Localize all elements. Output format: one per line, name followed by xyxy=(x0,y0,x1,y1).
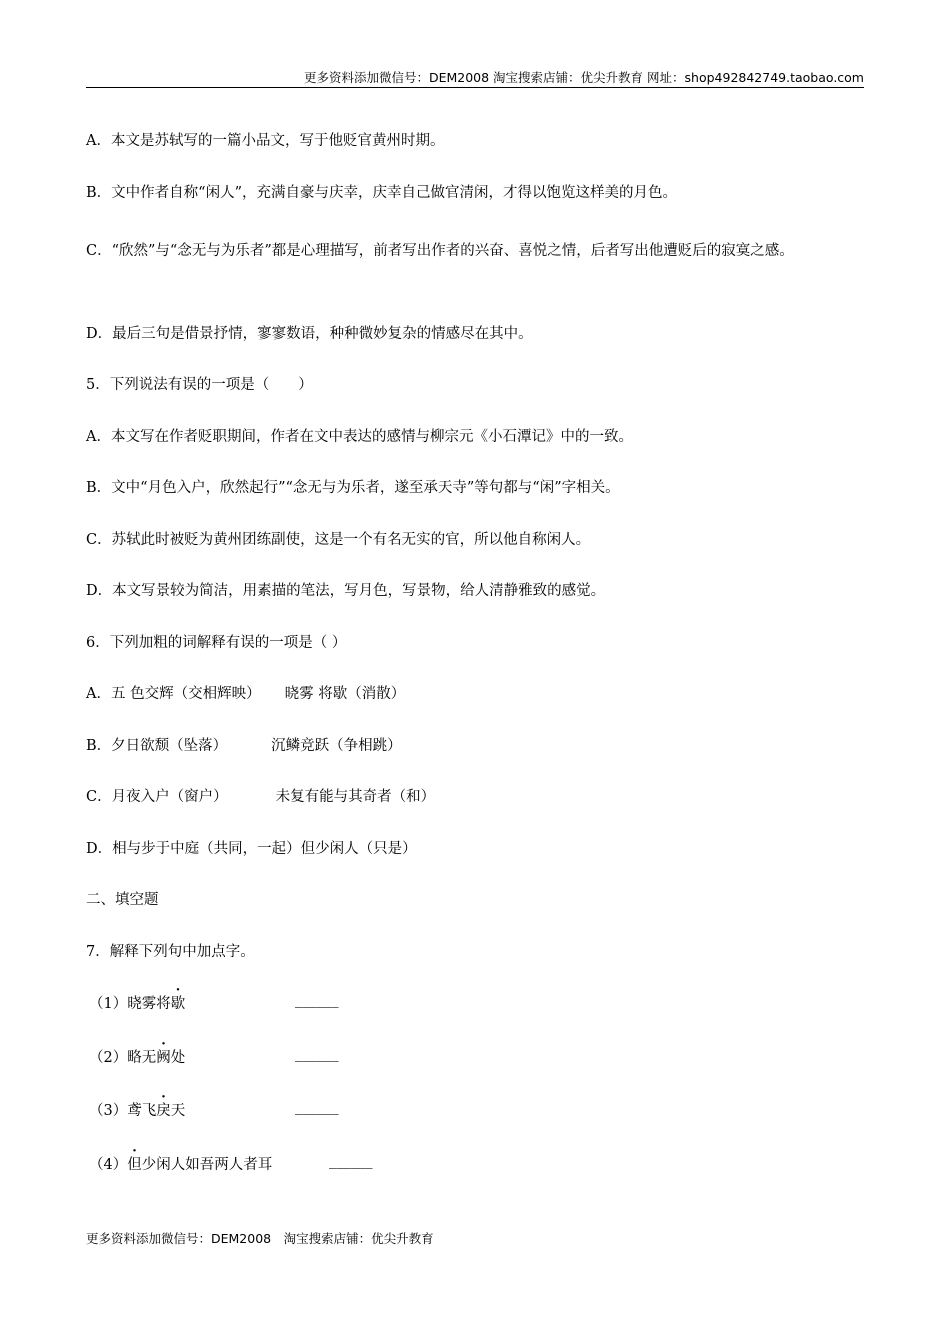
q6-option-c-part2: 未复有能与其奇者（和） xyxy=(275,789,436,805)
page-footer: 更多资料添加微信号：DEM2008 淘宝搜索店铺：优尖升教育 xyxy=(86,1231,434,1246)
q7-item xyxy=(89,1153,272,1174)
item-text: 晓雾将 xyxy=(127,996,171,1012)
q4-option-a: A．本文是苏轼写的一篇小品文，写于他贬官黄州时期。 xyxy=(86,133,445,149)
q6-option-b-part1: B．夕日欲颓（坠落） xyxy=(86,738,228,754)
item-text: 略无 xyxy=(127,1050,157,1066)
dotted-character: 歇 xyxy=(170,996,186,1012)
q7-stem: 7．解释下列句中加点字。 xyxy=(86,944,255,960)
item-text: 鸢飞 xyxy=(127,1103,157,1119)
item-number: （1） xyxy=(89,996,128,1012)
item-text-after: 天 xyxy=(170,1103,186,1119)
item-number: （2） xyxy=(89,1050,128,1066)
q5-option-b: B．文中“月色入户，欣然起行”“念无与为乐者，遂至承天寺”等句都与“闲”字相关。 xyxy=(86,480,620,496)
q6-option-a xyxy=(86,682,405,703)
section-title: 二、填空题 xyxy=(86,892,159,908)
q4-option-b: B．文中作者自称“闲人”，充满自豪与庆幸，庆幸自己做官清闲，才得以饱览这样美的月色。 xyxy=(86,185,677,201)
page-header: 更多资料添加微信号：DEM2008 淘宝搜索店铺：优尖升教育 网址：shop492842749.taobao.com xyxy=(303,70,864,85)
q4-option-c: C．“欣然”与“念无与为乐者”都是心理描写，前者写出作者的兴奋、喜悦之情，后者写出他遭贬后的寂寞之感。 xyxy=(86,243,794,259)
q7-item xyxy=(89,1099,185,1120)
q6-option-d: D．相与步于中庭（共同，一起）但少闲人（只是） xyxy=(86,841,417,857)
item-number: （3） xyxy=(89,1103,128,1119)
header-divider xyxy=(86,87,864,88)
q5-option-d: D．本文写景较为简洁，用素描的笔法，写月色，写景物，给人清静雅致的感觉。 xyxy=(86,583,606,599)
q6-option-b xyxy=(86,734,402,755)
q6-option-c-part1: C．月夜入户（窗户） xyxy=(86,789,228,805)
q6-option-b-part2: 沉鳞竞跃（争相跳） xyxy=(271,738,402,754)
answer-blank[interactable]: ______ xyxy=(329,1153,373,1169)
answer-blank[interactable]: ______ xyxy=(295,1046,339,1062)
answer-blank[interactable]: ______ xyxy=(295,1099,339,1115)
q6-option-a-part2: 晓雾 将歇（消散） xyxy=(284,686,406,702)
answer-blank[interactable]: ______ xyxy=(295,992,339,1008)
q6-option-c xyxy=(86,785,435,806)
item-text-after: 少闲人如吾两人者耳 xyxy=(141,1157,273,1173)
dotted-character: 但 xyxy=(127,1157,142,1173)
q5-stem: 5．下列说法有误的一项是（ ） xyxy=(86,377,313,393)
item-text-after: 处 xyxy=(170,1050,186,1066)
item-number: （4） xyxy=(89,1157,128,1173)
q7-item xyxy=(89,1046,185,1067)
q6-stem: 6．下列加粗的词解释有误的一项是（ ） xyxy=(86,635,347,651)
q5-option-c: C．苏轼此时被贬为黄州团练副使，这是一个有名无实的官，所以他自称闲人。 xyxy=(86,532,591,548)
q4-option-d: D．最后三句是借景抒情，寥寥数语，种种微妙复杂的情感尽在其中。 xyxy=(86,326,533,342)
dotted-character: 戾 xyxy=(156,1103,171,1119)
dotted-character: 阙 xyxy=(156,1050,171,1066)
q5-option-a: A．本文写在作者贬职期间，作者在文中表达的感情与柳宗元《小石潭记》中的一致。 xyxy=(86,429,633,445)
q6-option-a-part1: A．五 色交辉（交相辉映） xyxy=(86,686,261,702)
q7-item xyxy=(89,992,185,1013)
